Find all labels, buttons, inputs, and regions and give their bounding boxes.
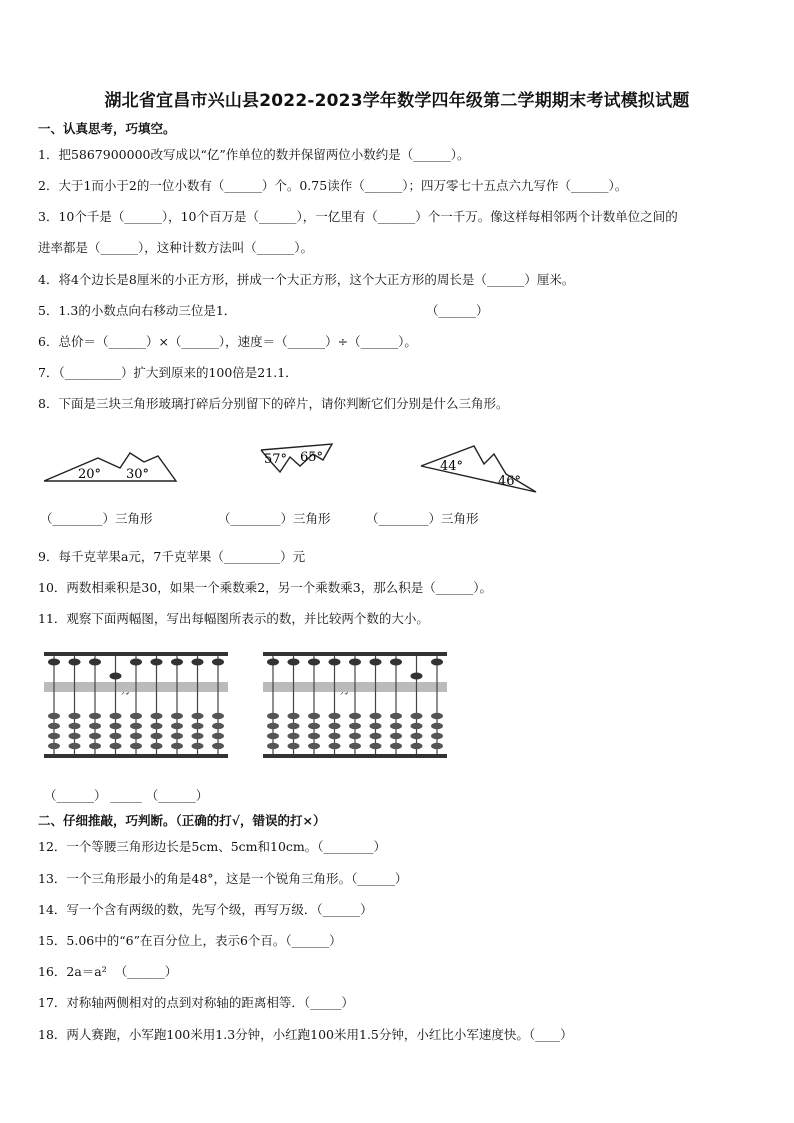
- abacus-left-upper-bead: [212, 659, 224, 666]
- abacus-right-lower-bead: [349, 723, 361, 729]
- abacus-right-lower-bead: [349, 733, 361, 739]
- question-15: 15．5.06中的“6”在百分位上，表示6个百。（______）: [38, 933, 342, 948]
- question-6: 6．总价＝（______）×（______），速度＝（______）÷（______）。: [38, 334, 417, 349]
- abacus-left-lower-bead: [110, 743, 122, 749]
- abacus-right-lower-bead: [411, 743, 423, 749]
- abacus-left-lower-bead: [212, 723, 224, 729]
- abacus-left-lower-bead: [192, 713, 204, 719]
- abacus-right-lower-bead: [329, 723, 341, 729]
- abacus-left-lower-bead: [171, 713, 183, 719]
- abacus-right-upper-bead: [431, 659, 443, 666]
- question-1: 1．把5867900000改写成以“亿”作单位的数并保留两位小数约是（______）。: [38, 147, 470, 162]
- abacus-left-lower-bead: [110, 733, 122, 739]
- question-3-line-2: 进率都是（______），这种计数方法叫（______）。: [38, 240, 314, 255]
- question-2: 2．大于1而小于2的一位小数有（______）个。0.75读作（______）；四万零七十五点六九写作（______）。: [38, 178, 628, 193]
- abacus-right-lower-bead: [390, 723, 402, 729]
- abacus-right-lower-bead: [431, 713, 443, 719]
- abacus-right-lower-bead: [308, 743, 320, 749]
- angle-label-65: 65°: [300, 450, 324, 465]
- abacus-left-lower-bead: [151, 723, 163, 729]
- abacus-left-lower-bead: [212, 713, 224, 719]
- abacus-right-lower-bead: [267, 713, 279, 719]
- abacus-left-lower-bead: [151, 733, 163, 739]
- abacus-right-lower-bead: [370, 733, 382, 739]
- abacus-right-lower-bead: [431, 733, 443, 739]
- abacus-right-lower-bead: [308, 733, 320, 739]
- section-2-heading: 二、仔细推敲，巧判断。（正确的打√，错误的打×）: [38, 813, 326, 828]
- abacus-right-upper-bead: [329, 659, 341, 666]
- abacus-right-lower-bead: [308, 713, 320, 719]
- question-13: 13．一个三角形最小的角是48°，这是一个锐角三角形。（______）: [38, 871, 408, 886]
- abacus-right-lower-bead: [349, 743, 361, 749]
- abacus-right-lower-bead: [267, 743, 279, 749]
- abacus-right-upper-bead: [370, 659, 382, 666]
- abacus-right-lower-bead: [370, 723, 382, 729]
- angle-label-44: 44°: [440, 459, 464, 474]
- abacus-left-upper-bead: [192, 659, 204, 666]
- section-1-heading: 一、认真思考，巧填空。: [38, 121, 176, 136]
- abacus-right-lower-bead: [411, 713, 423, 719]
- abacus-left-lower-bead: [192, 733, 204, 739]
- triangle-fragment-3: [418, 440, 540, 496]
- abacus-right-lower-bead: [370, 743, 382, 749]
- abacus-right-bottom-frame: [263, 754, 447, 758]
- angle-label-57: 57°: [264, 452, 288, 467]
- question-8-answer-2: （________）三角形: [218, 511, 331, 526]
- abacus-left-lower-bead: [89, 723, 101, 729]
- abacus-right-lower-bead: [288, 733, 300, 739]
- abacus-right-upper-bead: [390, 659, 402, 666]
- question-17: 17．对称轴两侧相对的点到对称轴的距离相等．（_____）: [38, 995, 354, 1010]
- question-14: 14．写一个含有两级的数，先写个级，再写万级．（______）: [38, 902, 373, 917]
- triangle-fragment-1: [40, 448, 180, 484]
- abacus-left-lower-bead: [171, 743, 183, 749]
- abacus-left-top-frame: [44, 652, 228, 656]
- abacus-right-lower-bead: [390, 743, 402, 749]
- abacus-right-lower-bead: [308, 723, 320, 729]
- angle-label-46: 46°: [498, 474, 522, 489]
- abacus-left-upper-bead: [48, 659, 60, 666]
- abacus-right: [262, 650, 448, 762]
- abacus-right-lower-bead: [267, 723, 279, 729]
- question-11: 11．观察下面两幅图，写出每幅图所表示的数，并比较两个数的大小。: [38, 611, 429, 626]
- abacus-left-lower-bead: [48, 743, 60, 749]
- question-8: 8．下面是三块三角形玻璃打碎后分别留下的碎片，请你判断它们分别是什么三角形。: [38, 396, 509, 411]
- triangle-fragment-2: [258, 440, 338, 476]
- abacus-left-lower-bead: [192, 743, 204, 749]
- abacus-right-lower-bead: [390, 733, 402, 739]
- abacus-right-lower-bead: [411, 733, 423, 739]
- abacus-right-lower-bead: [349, 713, 361, 719]
- abacus-left-lower-bead: [212, 743, 224, 749]
- abacus-left-upper-bead: [89, 659, 101, 666]
- abacus-right-lower-bead: [288, 723, 300, 729]
- abacus-left-lower-bead: [89, 733, 101, 739]
- abacus-left-lower-bead: [69, 723, 81, 729]
- abacus-left-lower-bead: [130, 723, 142, 729]
- abacus-left-lower-bead: [89, 713, 101, 719]
- abacus-right-lower-bead: [411, 723, 423, 729]
- abacus-right-upper-bead: [308, 659, 320, 666]
- abacus-left-upper-bead: [110, 673, 122, 680]
- abacus-left-lower-bead: [110, 723, 122, 729]
- abacus-left-lower-bead: [130, 713, 142, 719]
- question-12: 12．一个等腰三角形边长是5cm、5cm和10cm。（________）: [38, 839, 387, 854]
- abacus-right-lower-bead: [288, 743, 300, 749]
- abacus-left-lower-bead: [48, 733, 60, 739]
- abacus-left-lower-bead: [69, 733, 81, 739]
- question-8-answer-1: （________）三角形: [40, 511, 153, 526]
- question-18: 18．两人赛跑，小军跑100米用1.3分钟，小红跑100米用1.5分钟，小红比小军速度快。（____）: [38, 1027, 573, 1042]
- question-8-answer-3: （________）三角形: [366, 511, 479, 526]
- question-16: 16．2a＝a² （______）: [38, 964, 178, 979]
- abacus-left-lower-bead: [48, 723, 60, 729]
- question-3-line-1: 3．10个千是（______），10个百万是（______），一亿里有（______）个一千万。像这样每相邻两个计数单位之间的: [38, 209, 678, 224]
- abacus-right-lower-bead: [288, 713, 300, 719]
- abacus-right-lower-bead: [267, 733, 279, 739]
- question-10: 10．两数相乘积是30，如果一个乘数乘2，另一个乘数乘3，那么积是（______）。: [38, 580, 492, 595]
- abacus-left-lower-bead: [89, 743, 101, 749]
- abacus-left-upper-bead: [130, 659, 142, 666]
- abacus-right-upper-bead: [411, 673, 423, 680]
- abacus-left-lower-bead: [48, 713, 60, 719]
- page-title: 湖北省宜昌市兴山县2022-2023学年数学四年级第二学期期末考试模拟试题: [104, 91, 690, 111]
- abacus-right-upper-bead: [267, 659, 279, 666]
- abacus-right-top-frame: [263, 652, 447, 656]
- question-7: 7．（_________）扩大到原来的100倍是21.1．: [38, 365, 298, 380]
- abacus-left-lower-bead: [171, 733, 183, 739]
- abacus-left-lower-bead: [69, 743, 81, 749]
- abacus-right-lower-bead: [390, 713, 402, 719]
- abacus-left-lower-bead: [171, 723, 183, 729]
- question-9: 9．每千克苹果a元，7千克苹果（_________）元: [38, 549, 306, 564]
- abacus-right-lower-bead: [329, 743, 341, 749]
- abacus-right-lower-bead: [431, 743, 443, 749]
- abacus-right-upper-bead: [288, 659, 300, 666]
- abacus-left-lower-bead: [69, 713, 81, 719]
- angle-label-20: 20°: [78, 467, 102, 482]
- abacus-right-lower-bead: [329, 733, 341, 739]
- question-5-blank: （______）: [426, 303, 489, 318]
- abacus-left-upper-bead: [69, 659, 81, 666]
- abacus-left-lower-bead: [130, 743, 142, 749]
- abacus-left-lower-bead: [130, 733, 142, 739]
- abacus-left-bottom-frame: [44, 754, 228, 758]
- angle-label-30: 30°: [126, 467, 150, 482]
- abacus-left-lower-bead: [192, 723, 204, 729]
- abacus-right-upper-bead: [349, 659, 361, 666]
- abacus-right-lower-bead: [370, 713, 382, 719]
- abacus-left-lower-bead: [151, 743, 163, 749]
- abacus-right-lower-bead: [431, 723, 443, 729]
- question-11-answer: （______） _____ （______）: [44, 788, 209, 803]
- abacus-left-lower-bead: [151, 713, 163, 719]
- abacus-left-lower-bead: [212, 733, 224, 739]
- abacus-left: [43, 650, 229, 762]
- abacus-left-upper-bead: [151, 659, 163, 666]
- abacus-left-upper-bead: [171, 659, 183, 666]
- question-5: 5．1.3的小数点向右移动三位是1．: [38, 303, 237, 318]
- abacus-right-lower-bead: [329, 713, 341, 719]
- question-4: 4．将4个边长是8厘米的小正方形，拼成一个大正方形，这个大正方形的周长是（______）厘米。: [38, 272, 575, 287]
- abacus-left-lower-bead: [110, 713, 122, 719]
